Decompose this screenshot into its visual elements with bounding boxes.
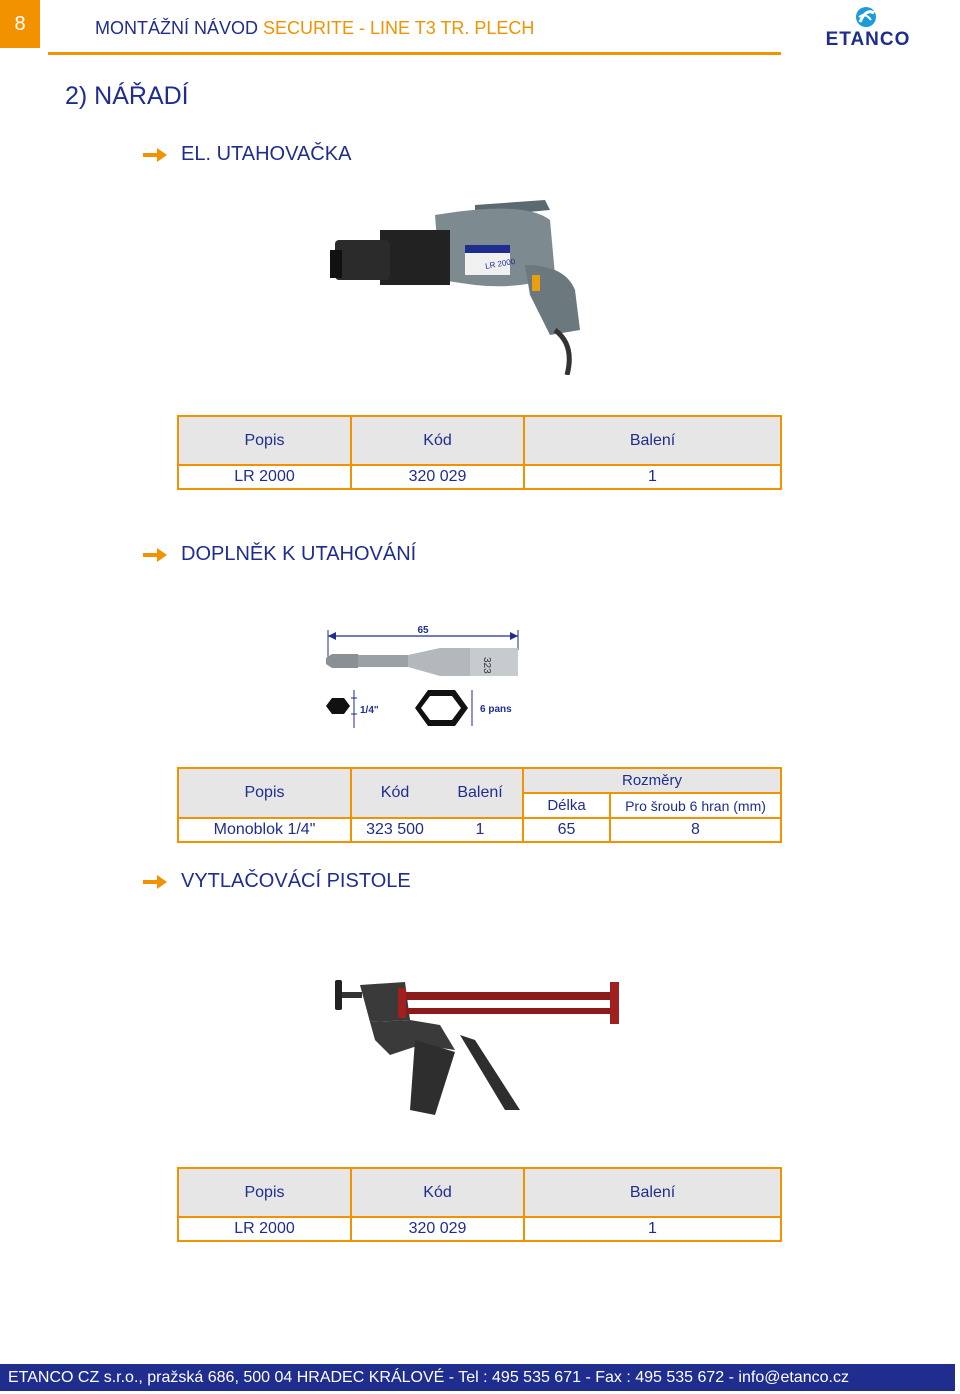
table-cell-sroub: 8 bbox=[610, 818, 781, 842]
table-header-kod: Kód bbox=[351, 1168, 524, 1217]
title-part-main: MONTÁŽNÍ NÁVOD bbox=[95, 18, 264, 38]
table-cell-baleni: 1 bbox=[524, 465, 781, 489]
subsection-3-title: VYTLAČOVÁCÍ PISTOLE bbox=[181, 870, 411, 892]
socket-body-label: 323 bbox=[481, 657, 492, 674]
subsection-2-heading bbox=[143, 543, 416, 566]
page-number: 8 bbox=[0, 0, 40, 48]
table-subheader-delka: Délka bbox=[523, 793, 610, 818]
table-cell-kod: 323 500 bbox=[351, 818, 438, 842]
table-header-baleni: Balení bbox=[438, 768, 523, 818]
etanco-logo bbox=[808, 4, 928, 48]
table-cell-baleni: 1 bbox=[524, 1217, 781, 1241]
arrow-right-icon bbox=[143, 548, 167, 562]
svg-text:LR 2000: LR 2000 bbox=[484, 256, 516, 271]
table-header-popis: Popis bbox=[178, 416, 351, 465]
table-subheader-sroub: Pro šroub 6 hran (mm) bbox=[610, 793, 781, 818]
footer-contact: ETANCO CZ s.r.o., pražská 686, 500 04 HRADEC KRÁLOVÉ - Tel : 495 535 671 - Fax : 495 535 672 - info@etanco.cz bbox=[0, 1364, 955, 1391]
table-header-kod: Kód bbox=[351, 768, 438, 818]
document-title bbox=[95, 18, 534, 39]
pans-label: 6 pans bbox=[480, 704, 512, 715]
table-cell-kod: 320 029 bbox=[351, 465, 524, 489]
table-header-baleni: Balení bbox=[524, 1168, 781, 1217]
length-label: 65 bbox=[417, 625, 429, 636]
table-cell-baleni: 1 bbox=[438, 818, 523, 842]
logo-text: ETANCO bbox=[825, 29, 911, 48]
table-caulking-gun bbox=[177, 1167, 782, 1242]
header-divider bbox=[48, 52, 781, 55]
arrow-right-icon bbox=[143, 875, 167, 889]
hex-size-label: 1/4" bbox=[360, 705, 379, 716]
table-cell-kod: 320 029 bbox=[351, 1217, 524, 1241]
subsection-3-heading bbox=[143, 870, 411, 893]
table-cell-delka: 65 bbox=[523, 818, 610, 842]
table-cell-popis: Monoblok 1/4" bbox=[178, 818, 351, 842]
socket-diagram bbox=[320, 620, 530, 735]
table-cell-popis: LR 2000 bbox=[178, 465, 351, 489]
table-header-popis: Popis bbox=[178, 1168, 351, 1217]
table-cell-popis: LR 2000 bbox=[178, 1217, 351, 1241]
table-socket bbox=[177, 767, 782, 843]
title-part-product: SECURITE - LINE T3 TR. PLECH bbox=[263, 18, 535, 38]
subsection-2-title: DOPLNĚK K UTAHOVÁNÍ bbox=[181, 543, 417, 565]
table-header-popis: Popis bbox=[178, 768, 351, 818]
subsection-1-heading bbox=[143, 143, 351, 166]
caulking-gun-image bbox=[330, 970, 630, 1125]
table-header-kod: Kód bbox=[351, 416, 524, 465]
subsection-1-title: EL. UTAHOVAČKA bbox=[181, 143, 352, 165]
table-header-baleni: Balení bbox=[524, 416, 781, 465]
arrow-right-icon bbox=[143, 148, 167, 162]
table-screwdriver bbox=[177, 415, 782, 490]
section-title: 2) NÁŘADÍ bbox=[65, 82, 189, 110]
table-header-rozmery: Rozměry bbox=[523, 768, 781, 793]
screwdriver-image bbox=[325, 195, 585, 375]
